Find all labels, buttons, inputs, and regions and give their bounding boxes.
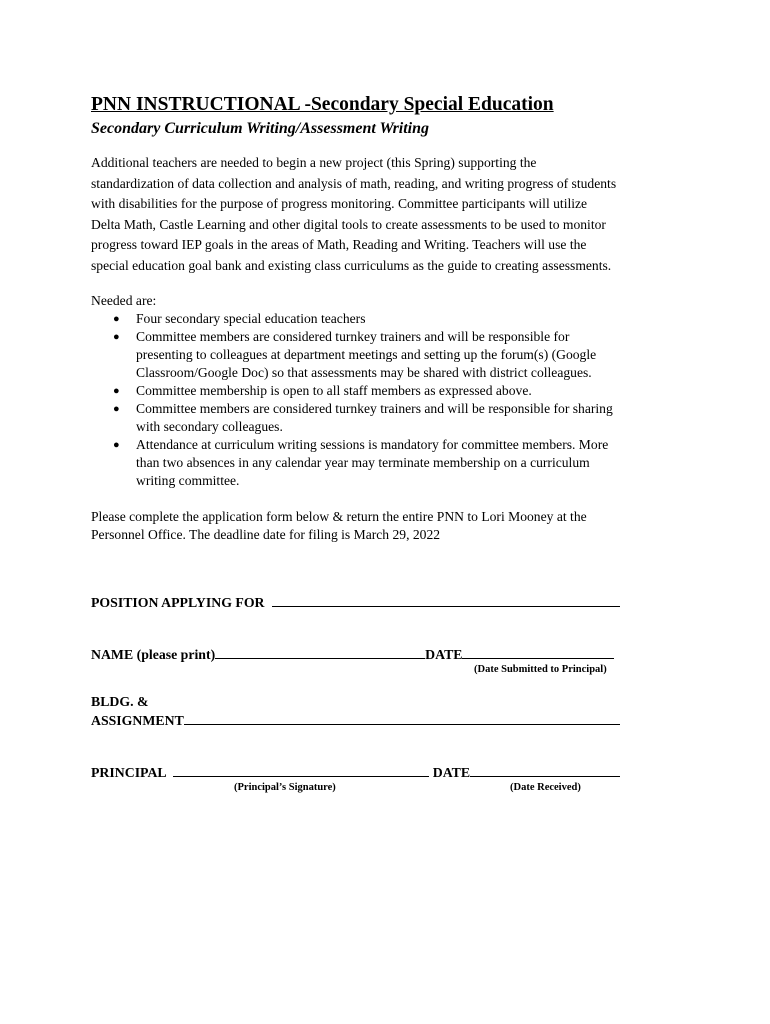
date-label: DATE [425,647,463,662]
bullet-icon: ● [113,313,120,325]
list-item [91,382,691,400]
bldg-label: BLDG. & [91,694,149,709]
date-submitted-field[interactable] [462,646,614,659]
bullet-icon: ● [113,403,120,415]
intro-line: standardization of data collection and analysis of math, reading, and writing progress of students [91,175,617,191]
intro-line: progress toward IEP goals in the areas of Math, Reading and Writing. Teachers will use the [91,237,587,253]
assignment-row [91,712,620,729]
intro-paragraph [91,153,691,277]
list-item-text: presenting to colleagues at department meetings and setting up the forum(s) (Google [136,347,597,362]
intro-line: Delta Math, Castle Learning and other digital tools to create assessments to be used to monitor [91,216,606,232]
list-item-text: than two absences in any calendar year may terminate membership on a curriculum [136,455,590,470]
position-label: POSITION APPLYING FOR [91,595,265,610]
intro-line: Additional teachers are needed to begin a new project (this Spring) supporting the [91,155,537,170]
list-item-text: Committee members are considered turnkey trainers and will be responsible for sharing [136,401,613,416]
closing-paragraph [91,508,587,544]
bullet-icon: ● [113,385,120,397]
date-received-caption: (Date Received) [510,782,581,793]
document-title: PNN INSTRUCTIONAL -Secondary Special Education [91,94,554,115]
closing-line: Please complete the application form below & return the entire PNN to Lori Mooney at the [91,509,587,524]
list-item [91,400,691,436]
name-field[interactable] [215,646,425,659]
name-date-row [91,646,614,663]
date-submitted-caption: (Date Submitted to Principal) [474,664,607,675]
bullet-icon: ● [113,331,120,343]
principal-label: PRINCIPAL [91,765,166,780]
date-received-field[interactable] [470,764,620,777]
list-item-text: Four secondary special education teachers [136,311,366,326]
list-item-text: with secondary colleagues. [136,419,283,434]
position-field[interactable] [272,594,620,607]
position-row [91,594,620,611]
list-item-text: writing committee. [136,473,240,488]
closing-line: Personnel Office. The deadline date for filing is March 29, 2022 [91,527,441,542]
principal-signature-caption: (Principal’s Signature) [234,782,336,793]
list-item-text: Committee members are considered turnkey trainers and will be responsible for [136,329,570,344]
principal-date-label: DATE [432,765,471,780]
list-item [91,436,691,490]
needed-label: Needed are: [91,293,157,308]
list-item-text: Attendance at curriculum writing sessions is mandatory for committee members. More [136,437,609,452]
list-item-text: Committee membership is open to all staff members as expressed above. [136,383,532,398]
intro-line: with disabilities for the purpose of progress monitoring. Committee participants will utilize [91,196,588,212]
principal-signature-field[interactable] [173,764,429,777]
intro-line: special education goal bank and existing class curriculums as the guide to creating assessments. [91,257,612,273]
name-label: NAME (please print) [91,647,216,662]
list-item [91,328,691,382]
assignment-label: ASSIGNMENT [91,713,184,728]
bullet-icon: ● [113,439,120,451]
document-subtitle: Secondary Curriculum Writing/Assessment Writing [91,120,430,137]
principal-row [91,764,620,781]
requirements-list [91,310,691,490]
assignment-field[interactable] [184,712,620,725]
list-item [91,310,691,328]
list-item-text: Classroom/Google Doc) so that assessments may be shared with district colleagues. [136,365,592,380]
